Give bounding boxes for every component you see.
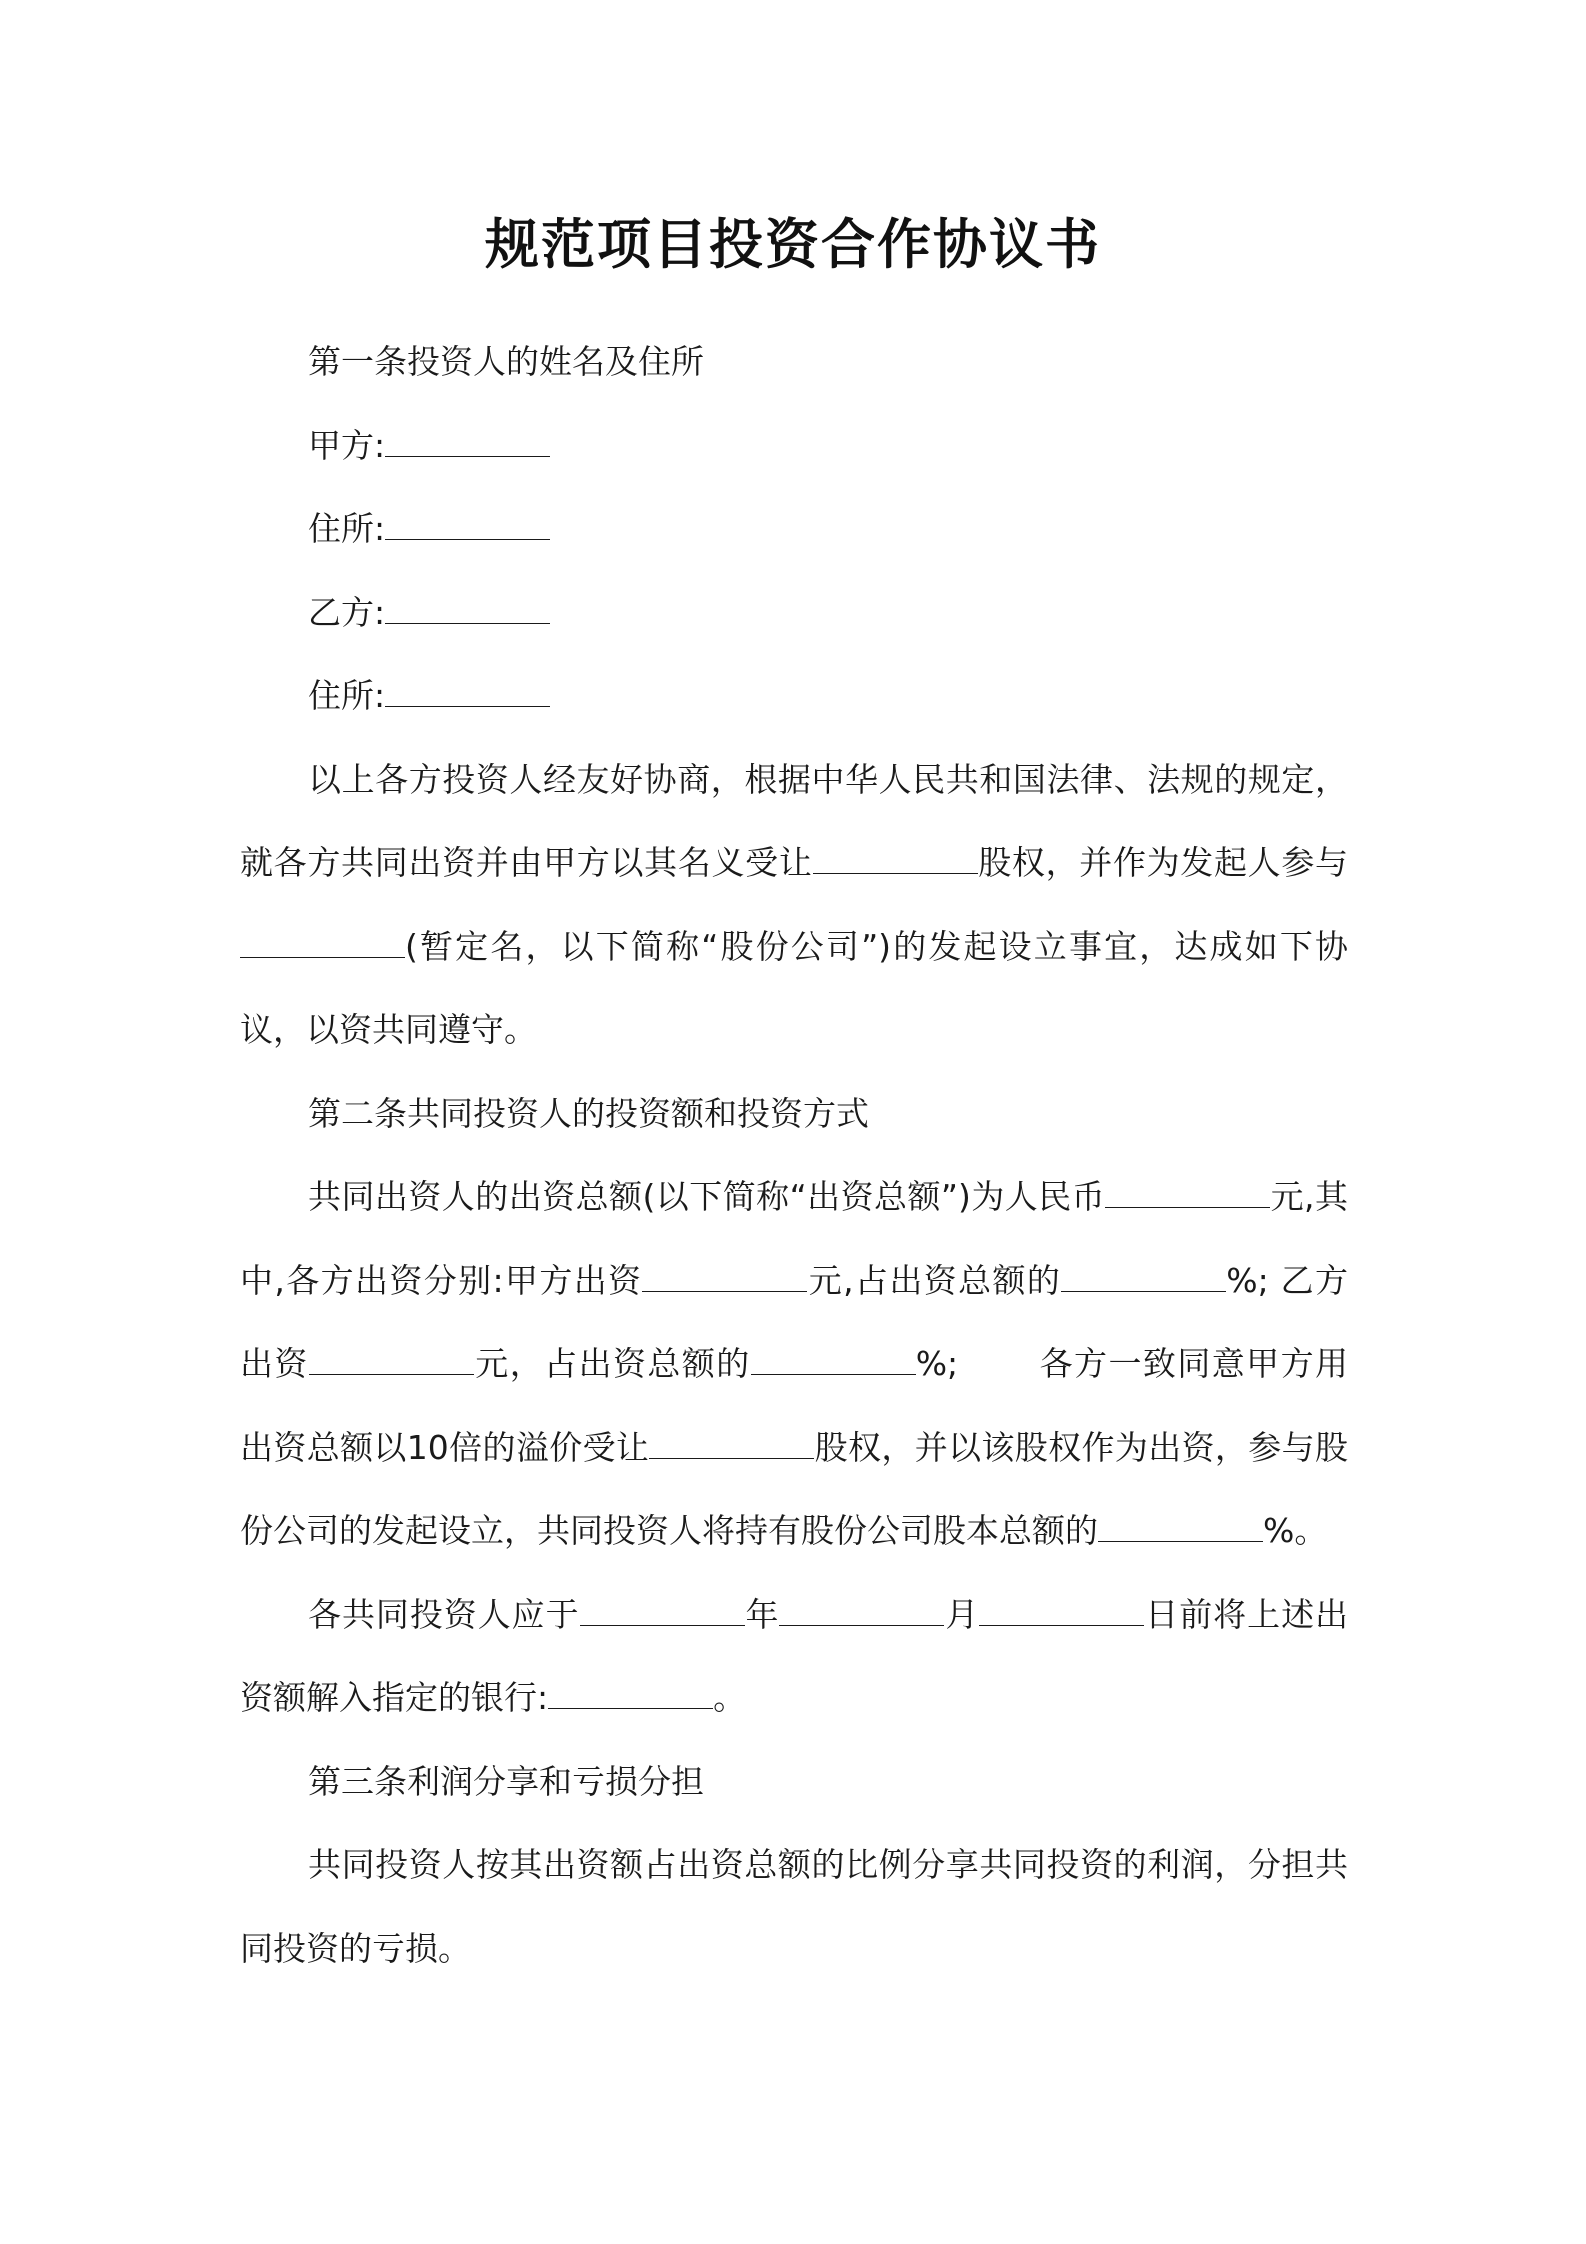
party-a-percent-blank [1061, 1263, 1226, 1292]
intro-text-3: (暂定名，以下简称“股份公司”)的发起设立事宜，达成如下协议，以资共同遵守。 [240, 926, 1348, 1049]
month-blank [779, 1597, 944, 1626]
para1-text-a: 共同出资人的出资总额(以下简称“出资总额”)为人民币 [308, 1177, 1106, 1216]
equity-transfer-blank [649, 1430, 814, 1459]
party-b-blank [385, 595, 550, 624]
article-2-paragraph-1 [240, 1155, 1348, 1573]
day-blank [979, 1597, 1144, 1626]
year-blank [580, 1597, 745, 1626]
intro-text-1: 以上各方投资人经友好协商，根据中华人民共和国法律、法规的规定，就各方共同出资并由甲方以其名义受让 [240, 759, 1348, 882]
para1-text-g: %; [915, 1344, 959, 1383]
party-b-line [240, 571, 1348, 655]
document-title: 规范项目投资合作协议书 [485, 213, 1101, 276]
article-1-intro-paragraph [240, 738, 1348, 1072]
article-2-paragraph-2 [240, 1573, 1348, 1740]
para2-text-c: 月 [944, 1594, 980, 1634]
document-body [240, 320, 1348, 1990]
para1-text-f: 元，占出资总额的 [473, 1344, 751, 1383]
company-name-blank [240, 929, 405, 958]
article-2-heading: 第二条共同投资人的投资额和投资方式 [308, 1093, 869, 1133]
para2-text-d: 日前将上述出资额解入指定的银行: [240, 1594, 1349, 1717]
party-a-address-label: 住所: [308, 509, 386, 548]
bank-blank [548, 1680, 713, 1709]
para1-text-h: 各方一致同意甲方用出资总额以10倍的溢价受让 [240, 1344, 1349, 1467]
party-a-label: 甲方: [308, 425, 386, 465]
party-a-address-line [240, 487, 1348, 571]
article-3-paragraph-1: 共同投资人按其出资额占出资总额的比例分享共同投资的利润，分担共同投资的亏损。 [240, 1845, 1348, 1968]
para1-text-b: 元,其中,各方出资分别:甲方出资 [240, 1177, 1348, 1300]
article-1-heading: 第一条投资人的姓名及住所 [308, 342, 704, 381]
party-a-line [240, 404, 1348, 488]
party-b-address-label: 住所: [308, 676, 386, 715]
para2-text-a: 各共同投资人应于 [308, 1594, 580, 1634]
share-percent-blank [1098, 1513, 1263, 1542]
article-3-heading: 第三条利润分享和亏损分担 [308, 1761, 704, 1801]
para1-text-j: %。 [1263, 1511, 1328, 1550]
para1-text-c: 元,占出资总额的 [807, 1260, 1062, 1300]
party-a-amount-blank [642, 1263, 807, 1292]
party-b-percent-blank [751, 1346, 916, 1375]
intro-text-2: 股权，并作为发起人参与 [977, 843, 1349, 882]
total-amount-blank [1105, 1179, 1270, 1208]
equity-target-blank [813, 845, 978, 874]
para1-text-d: %; [1226, 1260, 1269, 1300]
party-b-amount-blank [309, 1346, 474, 1375]
party-a-blank [385, 428, 550, 457]
party-b-address-blank [385, 678, 550, 707]
para2-text-e: 。 [713, 1678, 747, 1717]
party-b-address-line [240, 654, 1348, 738]
para1-text-i: 股权，并以该股权作为出资，参与股份公司的发起设立，共同投资人将持有股份公司股本总额的 [240, 1427, 1348, 1550]
para2-text-b: 年 [744, 1594, 780, 1634]
party-b-label: 乙方: [308, 592, 386, 632]
party-a-address-blank [385, 511, 550, 540]
para1-text-e: 乙方出资 [240, 1260, 1349, 1383]
